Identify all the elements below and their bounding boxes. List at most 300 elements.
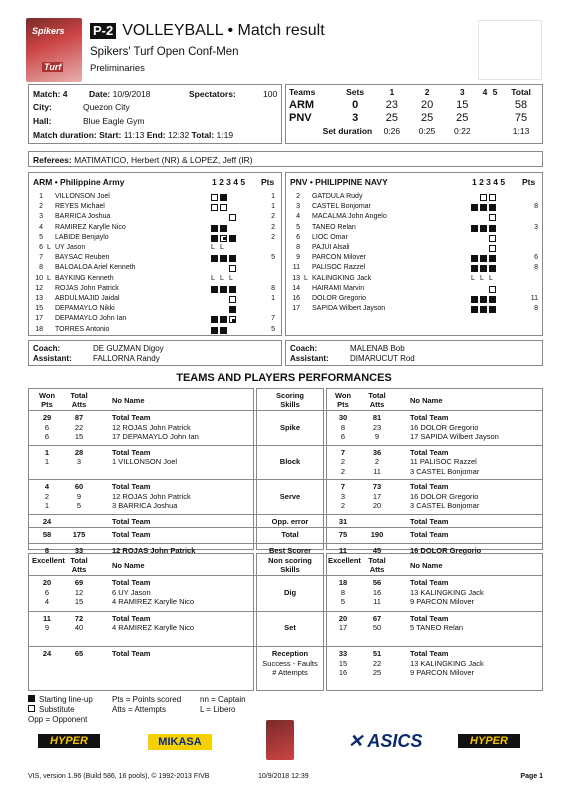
player-name: UY Jason: [55, 244, 86, 251]
team-arm-staff: [28, 340, 282, 366]
won-value: 58: [42, 530, 52, 539]
starting-lineup-icon: [28, 695, 35, 702]
player-points: 11: [530, 295, 538, 302]
won-value: 4: [44, 482, 50, 491]
attempts-value: 22: [372, 658, 382, 668]
player-number: 15: [35, 305, 43, 313]
player-name: HAIRAMI Marvin: [312, 284, 365, 292]
total-duration: 1:13: [512, 125, 530, 136]
legend-opp: Opp = Opponent: [28, 715, 88, 724]
player-or-team-name: 6 UY Jason: [112, 587, 151, 597]
attempts-value: 40: [74, 623, 84, 632]
player-or-team-name: Total Team: [410, 447, 449, 457]
player-row: [29, 254, 281, 264]
set2-duration: 0:25: [418, 125, 436, 136]
player-or-team-name: 11 PALISOC Razzel: [410, 457, 477, 466]
player-points: 1: [271, 295, 275, 302]
pts-header: Pts: [522, 177, 536, 187]
player-or-team-name: 12 ROJAS John Patrick: [112, 545, 196, 555]
player-row: [286, 213, 542, 223]
skill-name: Total: [281, 530, 299, 539]
player-or-team-name: 4 RAMIREZ Karylle Nico: [112, 597, 195, 606]
substitute-icon: [489, 194, 496, 201]
attempts-value: 11: [373, 597, 381, 606]
set4-duration: [480, 124, 490, 137]
team-title: PNV • PHILIPPINE NAVY: [290, 177, 388, 187]
won-value: 11: [339, 545, 347, 555]
referees-value: MATIMATICO, Herbert (NR) & LOPEZ, Jeff (IR): [74, 155, 253, 165]
player-row: [29, 193, 281, 203]
player-or-team-name: 16 DOLOR Gregorio: [410, 545, 482, 555]
attempts-value: 23: [372, 422, 382, 432]
player-row: [286, 275, 542, 285]
skill-name: Reception: [271, 649, 309, 658]
th-total: Total: [511, 86, 531, 97]
won-value: 8: [340, 422, 346, 432]
won-value: 11: [43, 613, 51, 623]
report-code: P-2: [90, 23, 116, 39]
player-name: CASTEL Bonjomar: [312, 203, 371, 211]
total-label: Total:: [191, 130, 215, 140]
th-set5: 5: [492, 86, 498, 97]
skills-box: [256, 388, 324, 550]
attempts-value: 33: [74, 545, 84, 555]
player-number: 13: [35, 295, 43, 302]
player-name: DOLOR Gregorio: [312, 295, 367, 302]
team-pnv-staff: [285, 340, 543, 366]
spikers-turf-small-logo: [266, 720, 294, 760]
won-value: 30: [338, 413, 348, 422]
team-code: PNV: [289, 111, 312, 124]
attempts-value: 3: [76, 457, 82, 466]
date-label: Date:: [89, 89, 111, 99]
libero-set-marker: L: [211, 274, 215, 282]
player-row: [286, 295, 542, 305]
player-or-team-name: 3 BARRICA Joshua: [112, 501, 178, 510]
sets-won: 0: [352, 98, 359, 111]
set-row-pnv: [286, 111, 542, 124]
substitute-icon: [229, 316, 236, 323]
th-set3: 3: [459, 86, 465, 97]
attempts-value: 15: [74, 597, 84, 606]
player-row: [29, 305, 281, 315]
start-time: 11:13: [123, 130, 145, 140]
player-or-team-name: 5 TANEO Relan: [410, 623, 464, 632]
start-label: Start:: [99, 130, 122, 140]
player-number: 17: [292, 305, 300, 313]
player-row: [29, 264, 281, 274]
player-or-team-name: Total Team: [410, 649, 449, 658]
won-value: 6: [44, 587, 50, 597]
skill-name: Spike: [279, 422, 300, 432]
set5-score: [490, 98, 500, 111]
attempts-value: 175: [72, 530, 86, 539]
skill-name: Best Scorer: [268, 545, 312, 555]
legend-captain: nn = Captain: [200, 695, 246, 704]
attempts-value: 25: [372, 668, 382, 677]
th-set4: 4: [482, 86, 488, 97]
player-or-team-name: Total Team: [112, 649, 151, 658]
duration-row: [33, 130, 233, 140]
skill-name: Dig: [283, 587, 297, 597]
player-or-team-name: 16 DOLOR Gregorio: [410, 491, 479, 501]
attempts-value: 45: [372, 545, 382, 555]
won-value: 6: [44, 432, 50, 441]
match-date: 10/9/2018: [112, 89, 151, 99]
starting-lineup-icon: [211, 286, 218, 293]
starting-lineup-icon: [220, 327, 227, 334]
player-row: [286, 203, 542, 213]
report-header: [90, 22, 325, 40]
won-value: 29: [42, 413, 52, 422]
player-row: [29, 203, 281, 213]
player-name: REYES Michael: [55, 203, 105, 211]
libero-set-marker: L: [480, 274, 484, 282]
assistant-label: Assistant:: [33, 354, 72, 363]
player-row: [29, 326, 281, 336]
starting-lineup-icon: [211, 235, 218, 242]
won-value: 1: [44, 447, 50, 457]
performance-title: TEAMS AND PLAYERS PERFORMANCES: [176, 372, 392, 384]
duration-label: Match duration:: [33, 130, 97, 140]
player-points: 2: [271, 213, 275, 221]
footer-version: VIS, version 1.96 (Build 586, 16 pools), © 1992-2013 FIVB: [28, 773, 210, 780]
player-points: 8: [534, 203, 538, 211]
starting-lineup-icon: [229, 255, 236, 262]
won-value: 31: [338, 516, 348, 526]
blank-box: [478, 20, 542, 80]
player-name: LIOC Omar: [312, 233, 348, 241]
won-value: 2: [340, 501, 346, 510]
won-value: 20: [338, 613, 348, 623]
attempts-value: 72: [74, 613, 84, 623]
column-header: Total Atts: [70, 556, 88, 574]
won-value: 6: [44, 422, 50, 432]
player-number: 8: [296, 244, 300, 251]
player-points: 3: [534, 223, 538, 231]
substitute-icon: [229, 265, 236, 272]
starting-lineup-icon: [471, 265, 478, 272]
player-row: [29, 285, 281, 295]
player-or-team-name: 16 DOLOR Gregorio: [410, 422, 479, 432]
player-name: GATDULA Rudy: [312, 193, 363, 200]
attempts-value: 67: [372, 613, 382, 623]
starting-lineup-icon: [220, 286, 227, 293]
starting-lineup-icon: [220, 255, 227, 262]
won-value: 5: [340, 597, 346, 606]
player-or-team-name: Total Team: [112, 413, 151, 422]
set-duration-row: [286, 124, 542, 137]
player-name: SAPIDA Wilbert Jayson: [312, 305, 386, 313]
substitute-icon: [229, 214, 236, 221]
column-header: Total Atts: [368, 391, 386, 409]
column-header: Total Atts: [70, 391, 88, 409]
player-row: [29, 315, 281, 325]
end-label: End:: [146, 130, 166, 140]
won-value: 15: [338, 658, 348, 668]
player-number: 5: [39, 233, 43, 241]
substitute-icon: [489, 245, 496, 252]
player-row: [286, 224, 542, 234]
player-name: MACALMA John Angelo: [312, 213, 387, 221]
group-separator: [28, 527, 543, 528]
competition-name: Spikers' Turf Open Conf-Men: [90, 46, 239, 58]
player-points: 2: [271, 223, 275, 231]
starting-lineup-icon: [229, 306, 236, 313]
referees-row: [28, 151, 543, 167]
player-row: [286, 305, 542, 315]
th-sets: Sets: [346, 86, 365, 97]
player-or-team-name: Total Team: [112, 482, 151, 491]
th-teams: Teams: [289, 86, 316, 97]
player-or-team-name: Total Team: [410, 516, 449, 526]
hall-label: Hall:: [33, 116, 52, 126]
nonscoring-skills-table: [28, 553, 543, 691]
libero-set-marker: L: [471, 274, 475, 282]
attempts-value: 9: [76, 491, 82, 501]
player-row: [29, 244, 281, 254]
player-row: [29, 224, 281, 234]
player-row: [286, 254, 542, 264]
team-code: ARM: [289, 98, 315, 111]
group-separator: [28, 445, 543, 446]
player-name: BARRICA Joshua: [55, 213, 111, 221]
set3-duration: 0:22: [454, 125, 471, 136]
player-points: 2: [271, 233, 275, 241]
player-or-team-name: Total Team: [410, 413, 449, 422]
player-points: 8: [534, 264, 538, 272]
attempts-value: 190: [370, 530, 384, 539]
set-scores: [285, 84, 543, 144]
player-number: 3: [296, 203, 300, 211]
substitute-icon: [211, 194, 218, 201]
attempts-value: 36: [372, 447, 382, 457]
player-or-team-name: 12 ROJAS John Patrick: [112, 422, 191, 432]
starting-lineup-icon: [220, 225, 227, 232]
hall-value: Blue Eagle Gym: [83, 116, 145, 126]
player-number: 18: [35, 325, 43, 333]
starting-lineup-icon: [471, 306, 478, 313]
set-duration-label: Set duration: [322, 125, 373, 136]
attempts-value: 12: [74, 587, 84, 597]
starting-lineup-icon: [480, 296, 487, 303]
substitute-icon: [489, 286, 496, 293]
team-arm-roster: [28, 172, 282, 336]
asics-logo: ✕ ASICS: [348, 731, 423, 751]
won-value: 20: [42, 578, 52, 587]
starting-lineup-icon: [489, 255, 496, 262]
won-value: 1: [44, 457, 50, 466]
substitute-dot: [223, 237, 226, 240]
player-or-team-name: 1 VILLONSON Joel: [112, 457, 178, 466]
player-row: [29, 275, 281, 285]
player-number: 4: [39, 223, 43, 231]
player-name: TORRES Antonio: [55, 325, 110, 333]
pts-header: Pts: [261, 177, 275, 187]
set5-score: [490, 111, 500, 124]
skill-subtitle: Success - Faults: [262, 658, 318, 668]
substitute-icon: [489, 214, 496, 221]
substitute-dot: [232, 319, 235, 322]
player-number: 12: [35, 284, 43, 292]
player-or-team-name: Total Team: [112, 530, 151, 539]
set1-duration: 0:26: [383, 125, 401, 136]
player-name: PALISOC Razzel: [312, 264, 366, 272]
player-number: 2: [39, 203, 43, 211]
player-name: ABDULMAJID Jaidal: [55, 295, 120, 302]
player-row: [286, 234, 542, 244]
starting-lineup-icon: [480, 265, 487, 272]
column-header: Won Pts: [334, 391, 352, 409]
total-score: 58: [514, 98, 528, 111]
substitute-icon: [489, 235, 496, 242]
player-number: 10: [35, 274, 43, 282]
total-score: 75: [514, 111, 528, 124]
set-scores-table: [286, 85, 542, 137]
starting-lineup-icon: [489, 225, 496, 232]
footer-datetime: 10/9/2018 12:39: [258, 773, 309, 780]
won-value: 3: [340, 491, 346, 501]
won-value: 8: [340, 587, 346, 597]
column-header: Scoring Skills: [276, 391, 304, 409]
column-header: No Name: [410, 561, 443, 570]
player-or-team-name: 12 ROJAS John Patrick: [112, 491, 191, 501]
player-name: ROJAS John Patrick: [55, 284, 119, 292]
attempts-value: 9: [374, 432, 380, 441]
column-header: Won Pts: [38, 391, 56, 409]
attempts-value: 22: [74, 422, 84, 432]
attempts-value: 73: [372, 482, 382, 491]
set5-duration: [490, 124, 500, 137]
set1-score: 25: [385, 111, 398, 124]
set-columns-header: 1 2 3 4 5: [472, 177, 506, 187]
match-number: 4: [62, 89, 68, 99]
starting-lineup-icon: [471, 225, 478, 232]
attempts-value: 28: [74, 447, 84, 457]
starting-lineup-icon: [489, 306, 496, 313]
player-name: TANEO Relan: [312, 223, 356, 231]
attempts-value: 15: [74, 432, 84, 441]
starting-lineup-icon: [471, 204, 478, 211]
player-number: 2: [296, 193, 300, 200]
player-or-team-name: Total Team: [112, 516, 151, 526]
group-separator: [28, 479, 543, 480]
assistant-label: Assistant:: [290, 354, 329, 363]
won-value: 24: [42, 516, 52, 526]
legend-pts: Pts = Points scored: [112, 695, 182, 704]
skill-name: Block: [279, 457, 301, 466]
group-separator: [28, 410, 543, 411]
starting-lineup-icon: [220, 316, 227, 323]
city-value: Quezon City: [83, 102, 130, 112]
starting-lineup-icon: [489, 265, 496, 272]
starting-lineup-icon: [220, 194, 227, 201]
total-time: 1:19: [216, 130, 234, 140]
player-points: 6: [534, 254, 538, 262]
column-header: No Name: [410, 396, 443, 405]
attempts-value: 5: [76, 501, 82, 510]
group-separator: [28, 611, 543, 612]
skill-name: Serve: [279, 491, 301, 501]
player-name: DEPAMAYLO John Ian: [55, 315, 127, 323]
substitute-icon: [480, 194, 487, 201]
won-value: 8: [44, 545, 50, 555]
player-name: BAYKING Kenneth: [55, 274, 114, 282]
won-value: 17: [338, 623, 348, 632]
substitute-icon: [220, 204, 227, 211]
assistant-name: FALLORNA Randy: [93, 354, 160, 363]
coach-name: DE GUZMAN Digoy: [93, 344, 164, 353]
th-set2: 2: [424, 86, 430, 97]
starting-lineup-icon: [489, 204, 496, 211]
attempts-value: 87: [74, 413, 84, 422]
set-columns-header: 1 2 3 4 5: [212, 177, 246, 187]
player-number: 9: [296, 254, 300, 262]
won-value: 2: [340, 466, 346, 476]
player-name: RAMIREZ Karylle Nico: [55, 223, 126, 231]
libero-marker: L: [304, 274, 308, 282]
won-value: 2: [44, 491, 50, 501]
substitute-icon: [220, 235, 227, 242]
won-value: 7: [340, 447, 346, 457]
group-separator: [28, 646, 543, 647]
starting-lineup-icon: [480, 204, 487, 211]
starting-lineup-icon: [471, 296, 478, 303]
libero-set-marker: L: [489, 274, 493, 282]
set2-score: 20: [420, 98, 434, 111]
libero-marker: L: [47, 274, 51, 282]
player-number: 1: [39, 193, 43, 200]
skill-name: Opp. error: [271, 516, 309, 526]
player-number: 6: [39, 244, 43, 251]
player-or-team-name: 3 CASTEL Bonjomar: [410, 501, 480, 510]
player-name: PAJUI Alsali: [312, 244, 350, 251]
attempts-value: 20: [372, 501, 382, 510]
player-number: 3: [39, 213, 43, 221]
player-row: [286, 285, 542, 295]
city-label: City:: [33, 102, 52, 112]
column-header: No Name: [112, 396, 145, 405]
won-value: 1: [44, 501, 50, 510]
sets-won: 3: [352, 111, 359, 124]
assistant-name: DIMARUCUT Rod: [350, 354, 415, 363]
player-number: 14: [292, 284, 300, 292]
won-value: 33: [338, 649, 348, 658]
player-or-team-name: 13 KALINGKING Jack: [410, 658, 484, 668]
won-value: 7: [340, 482, 346, 491]
player-or-team-name: 4 RAMIREZ Karylle Nico: [112, 623, 195, 632]
hyper-logo: HYPER: [38, 734, 100, 748]
attempts-value: 2: [374, 457, 380, 466]
player-points: 8: [534, 305, 538, 313]
starting-lineup-icon: [211, 327, 218, 334]
substitute-icon: [211, 204, 218, 211]
hyper-logo: HYPER: [458, 734, 520, 748]
legend-atts: Atts = Attempts: [112, 705, 167, 714]
footer-page: Page 1: [520, 773, 543, 780]
phase-name: Preliminaries: [90, 63, 145, 74]
attempts-value: 17: [372, 491, 382, 501]
player-number: 17: [35, 315, 43, 323]
report-title: VOLLEYBALL • Match result: [122, 22, 325, 39]
player-name: BAYSAC Reuben: [55, 254, 110, 262]
starting-lineup-icon: [480, 255, 487, 262]
player-row: [29, 295, 281, 305]
player-number: 16: [292, 295, 300, 302]
player-points: 8: [271, 284, 275, 292]
player-name: PARCON Milover: [312, 254, 366, 262]
set2-score: 25: [420, 111, 434, 124]
